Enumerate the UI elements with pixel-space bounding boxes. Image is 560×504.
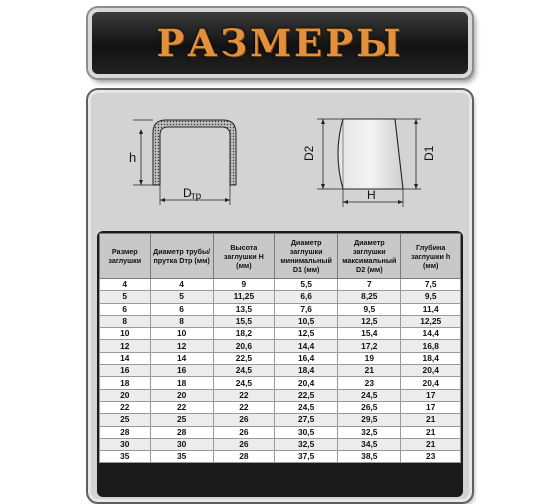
table-cell: 4 bbox=[100, 279, 151, 291]
header-max-diameter: Диаметр заглушки максимальный D2 (мм) bbox=[338, 234, 401, 279]
d1-label: D1 bbox=[422, 145, 436, 161]
table-cell: 7 bbox=[338, 279, 401, 291]
table-cell: 18,2 bbox=[213, 328, 274, 340]
table-cell: 22,5 bbox=[275, 389, 338, 401]
table-header-row bbox=[100, 234, 461, 279]
table-cell: 16,4 bbox=[275, 352, 338, 364]
table-row bbox=[100, 340, 461, 352]
table-row bbox=[100, 279, 461, 291]
diagrams-area bbox=[91, 93, 469, 233]
table-body bbox=[100, 279, 461, 463]
table-cell: 5,5 bbox=[275, 279, 338, 291]
table-cell: 21 bbox=[338, 365, 401, 377]
table-cell: 18 bbox=[150, 377, 213, 389]
table-cell: 10 bbox=[100, 328, 151, 340]
table-cell: 17,2 bbox=[338, 340, 401, 352]
table-cell: 27,5 bbox=[275, 414, 338, 426]
header-depth: Глубина заглушки h (мм) bbox=[401, 234, 461, 279]
table-row bbox=[100, 328, 461, 340]
table-cell: 20 bbox=[150, 389, 213, 401]
table-cell: 30 bbox=[150, 438, 213, 450]
table-cell: 34,5 bbox=[338, 438, 401, 450]
table-cell: 7,6 bbox=[275, 303, 338, 315]
table-cell: 18,4 bbox=[401, 352, 461, 364]
table-cell: 30,5 bbox=[275, 426, 338, 438]
table-cell: 21 bbox=[401, 426, 461, 438]
table-cell: 20,4 bbox=[401, 365, 461, 377]
table-cell: 16 bbox=[150, 365, 213, 377]
table-cell: 24,5 bbox=[213, 365, 274, 377]
sizes-table bbox=[99, 233, 461, 463]
table-row bbox=[100, 438, 461, 450]
table-row bbox=[100, 426, 461, 438]
table-cell: 11,25 bbox=[213, 291, 274, 303]
table-cell: 24,5 bbox=[213, 377, 274, 389]
header-size: Размер заглушки bbox=[100, 234, 151, 279]
header-pipe-diameter: Диаметр трубы/прутка Dтр (мм) bbox=[150, 234, 213, 279]
table-cell: 32,5 bbox=[338, 426, 401, 438]
table-cell: 26 bbox=[213, 438, 274, 450]
table-cell: 28 bbox=[150, 426, 213, 438]
table-cell: 23 bbox=[338, 377, 401, 389]
h-label: H bbox=[367, 188, 376, 202]
table-cell: 9 bbox=[213, 279, 274, 291]
table-cell: 12,25 bbox=[401, 315, 461, 327]
table-cell: 26 bbox=[213, 426, 274, 438]
table-row bbox=[100, 365, 461, 377]
table-cell: 18,4 bbox=[275, 365, 338, 377]
table-cell: 6 bbox=[150, 303, 213, 315]
table-cell: 22 bbox=[213, 389, 274, 401]
table-cell: 26 bbox=[213, 414, 274, 426]
table-row bbox=[100, 377, 461, 389]
table-cell: 17 bbox=[401, 401, 461, 413]
table-cell: 20,4 bbox=[401, 377, 461, 389]
table-row bbox=[100, 401, 461, 413]
table-cell: 10,5 bbox=[275, 315, 338, 327]
table-cell: 9,5 bbox=[338, 303, 401, 315]
table-cell: 38,5 bbox=[338, 451, 401, 463]
table-cell: 9,5 bbox=[401, 291, 461, 303]
table-cell: 29,5 bbox=[338, 414, 401, 426]
table-cell: 6 bbox=[100, 303, 151, 315]
table-cell: 22,5 bbox=[213, 352, 274, 364]
table-cell: 18 bbox=[100, 377, 151, 389]
sizes-table-frame bbox=[97, 231, 463, 497]
title-banner bbox=[88, 8, 472, 78]
header-height: Высота заглушки H (мм) bbox=[213, 234, 274, 279]
table-cell: 14,4 bbox=[401, 328, 461, 340]
table-cell: 11,4 bbox=[401, 303, 461, 315]
table-cell: 35 bbox=[100, 451, 151, 463]
table-cell: 10 bbox=[150, 328, 213, 340]
table-row bbox=[100, 291, 461, 303]
table-cell: 12 bbox=[100, 340, 151, 352]
table-cell: 24,5 bbox=[275, 401, 338, 413]
diameter-label-sub: тр bbox=[191, 191, 202, 202]
table-cell: 14 bbox=[100, 352, 151, 364]
table-row bbox=[100, 352, 461, 364]
table-cell: 25 bbox=[150, 414, 213, 426]
table-cell: 22 bbox=[150, 401, 213, 413]
cap-section-diagram bbox=[129, 120, 236, 205]
table-cell: 26,5 bbox=[338, 401, 401, 413]
table-cell: 8 bbox=[100, 315, 151, 327]
table-row bbox=[100, 389, 461, 401]
table-cell: 23 bbox=[401, 451, 461, 463]
table-cell: 15,4 bbox=[338, 328, 401, 340]
table-cell: 20,6 bbox=[213, 340, 274, 352]
header-min-diameter: Диаметр заглушки минимальный D1 (мм) bbox=[275, 234, 338, 279]
height-label-h: h bbox=[129, 150, 137, 165]
table-cell: 17 bbox=[401, 389, 461, 401]
table-cell: 30 bbox=[100, 438, 151, 450]
table-cell: 12,5 bbox=[338, 315, 401, 327]
table-cell: 6,6 bbox=[275, 291, 338, 303]
table-cell: 20 bbox=[100, 389, 151, 401]
table-row bbox=[100, 303, 461, 315]
table-cell: 32,5 bbox=[275, 438, 338, 450]
table-cell: 21 bbox=[401, 414, 461, 426]
table-cell: 8 bbox=[150, 315, 213, 327]
table-cell: 13,5 bbox=[213, 303, 274, 315]
table-cell: 16,8 bbox=[401, 340, 461, 352]
table-cell: 14 bbox=[150, 352, 213, 364]
table-cell: 4 bbox=[150, 279, 213, 291]
dimensions-panel bbox=[88, 90, 472, 502]
table-cell: 14,4 bbox=[275, 340, 338, 352]
diameter-label-d: D bbox=[183, 186, 192, 200]
table-cell: 8,25 bbox=[338, 291, 401, 303]
table-cell: 20,4 bbox=[275, 377, 338, 389]
cap-diagrams bbox=[91, 93, 469, 233]
table-cell: 15,5 bbox=[213, 315, 274, 327]
table-cell: 28 bbox=[100, 426, 151, 438]
table-cell: 12 bbox=[150, 340, 213, 352]
table-cell: 21 bbox=[401, 438, 461, 450]
table-cell: 12,5 bbox=[275, 328, 338, 340]
table-cell: 25 bbox=[100, 414, 151, 426]
table-cell: 5 bbox=[100, 291, 151, 303]
table-cell: 22 bbox=[100, 401, 151, 413]
table-row bbox=[100, 451, 461, 463]
table-cell: 24,5 bbox=[338, 389, 401, 401]
banner-title: РАЗМЕРЫ bbox=[156, 21, 404, 65]
table-cell: 19 bbox=[338, 352, 401, 364]
table-cell: 7,5 bbox=[401, 279, 461, 291]
table-row bbox=[100, 315, 461, 327]
table-cell: 16 bbox=[100, 365, 151, 377]
table-cell: 35 bbox=[150, 451, 213, 463]
d2-label: D2 bbox=[302, 145, 316, 161]
table-cell: 28 bbox=[213, 451, 274, 463]
table-cell: 22 bbox=[213, 401, 274, 413]
table-cell: 5 bbox=[150, 291, 213, 303]
cap-side-diagram bbox=[302, 119, 436, 207]
table-row bbox=[100, 414, 461, 426]
table-cell: 37,5 bbox=[275, 451, 338, 463]
